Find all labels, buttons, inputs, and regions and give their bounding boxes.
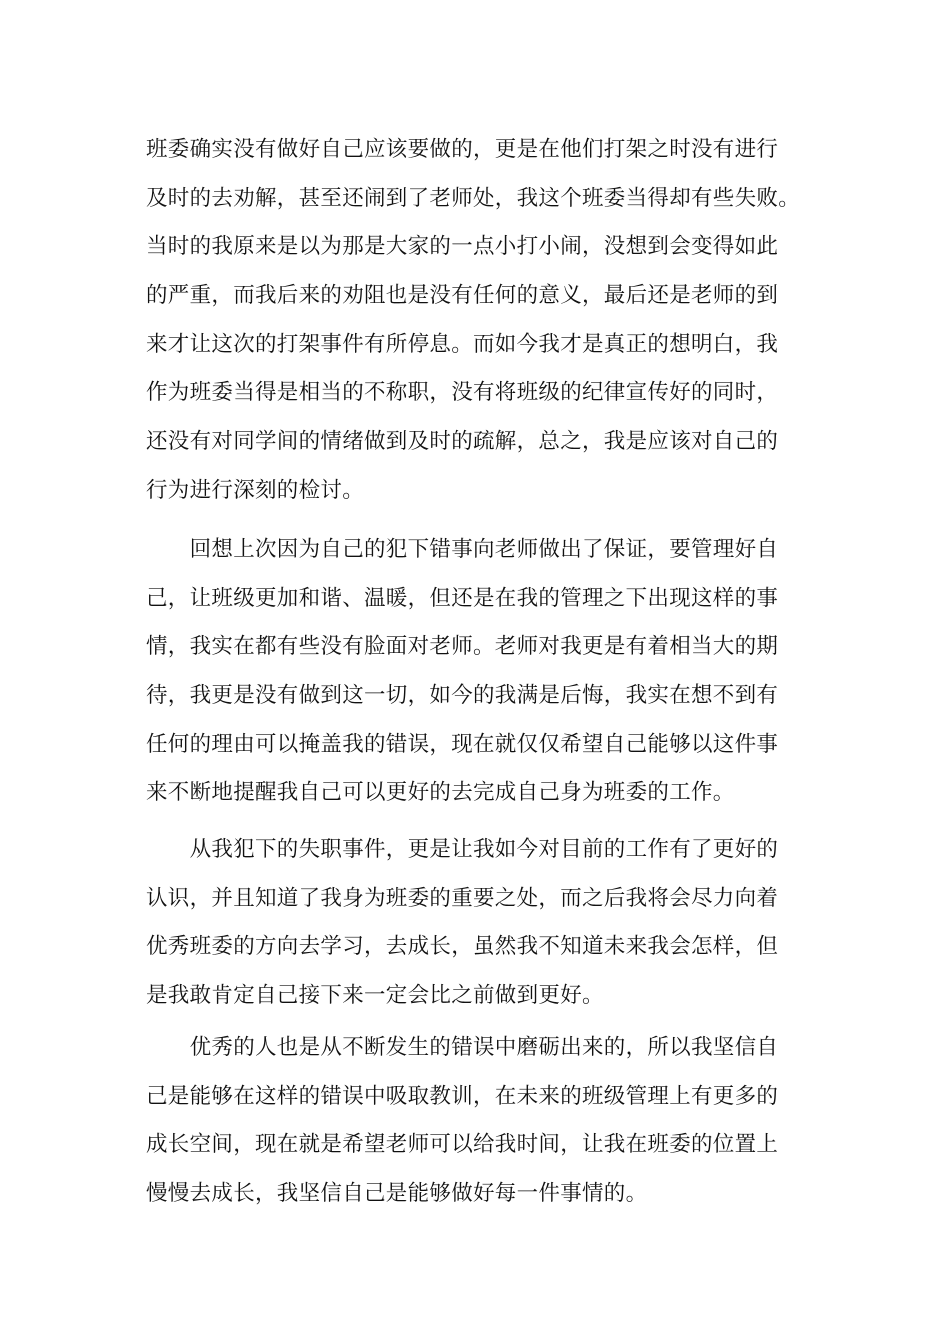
- text-line: 的严重，而我后来的劝阻也是没有任何的意义，最后还是老师的到: [146, 283, 779, 309]
- text-line: 行为进行深刻的检讨。: [146, 477, 365, 503]
- text-line: 还没有对同学间的情绪做到及时的疏解，总之，我是应该对自己的: [146, 429, 779, 455]
- paragraph-2: [146, 526, 826, 818]
- text-line: 从我犯下的失职事件，更是让我如今对目前的工作有了更好的: [146, 837, 779, 862]
- text-line: 待，我更是没有做到这一切，如今的我满是后悔，我实在想不到有: [146, 683, 779, 709]
- text-line: 优秀的人也是从不断发生的错误中磨砺出来的，所以我坚信自: [146, 1035, 779, 1060]
- text-line: 情，我实在都有些没有脸面对老师。老师对我更是有着相当大的期: [146, 634, 779, 660]
- text-line: 来才让这次的打架事件有所停息。而如今我才是真正的想明白，我: [146, 331, 779, 357]
- text-line: 认识，并且知道了我身为班委的重要之处，而之后我将会尽力向着: [146, 885, 779, 911]
- text-line: 当时的我原来是以为那是大家的一点小打小闹，没想到会变得如此: [146, 234, 779, 260]
- paragraph-4: [146, 1024, 826, 1219]
- text-line: 优秀班委的方向去学习，去成长，虽然我不知道未来我会怎样，但: [146, 934, 779, 960]
- text-line: 回想上次因为自己的犯下错事向老师做出了保证，要管理好自: [146, 537, 779, 562]
- paragraph-3: [146, 826, 826, 1021]
- text-line: 是我敢肯定自己接下来一定会比之前做到更好。: [146, 983, 604, 1009]
- text-line: 己，让班级更加和谐、温暖，但还是在我的管理之下出现这样的事: [146, 585, 779, 611]
- text-line: 作为班委当得是相当的不称职，没有将班级的纪律宣传好的同时，: [146, 380, 779, 406]
- text-line: 任何的理由可以掩盖我的错误，现在就仅仅希望自己能够以这件事: [146, 731, 779, 757]
- text-line: 慢慢去成长，我坚信自己是能够做好每一件事情的。: [146, 1181, 648, 1207]
- text-line: 班委确实没有做好自己应该要做的，更是在他们打架之时没有进行: [146, 137, 779, 162]
- text-line: 来不断地提醒我自己可以更好的去完成自己身为班委的工作。: [146, 780, 735, 806]
- paragraph-1: [146, 126, 826, 516]
- text-line: 及时的去劝解，甚至还闹到了老师处，我这个班委当得却有些失败。: [146, 185, 801, 211]
- text-line: 己是能够在这样的错误中吸取教训，在未来的班级管理上有更多的: [146, 1083, 779, 1109]
- text-line: 成长空间，现在就是希望老师可以给我时间，让我在班委的位置上: [146, 1132, 779, 1158]
